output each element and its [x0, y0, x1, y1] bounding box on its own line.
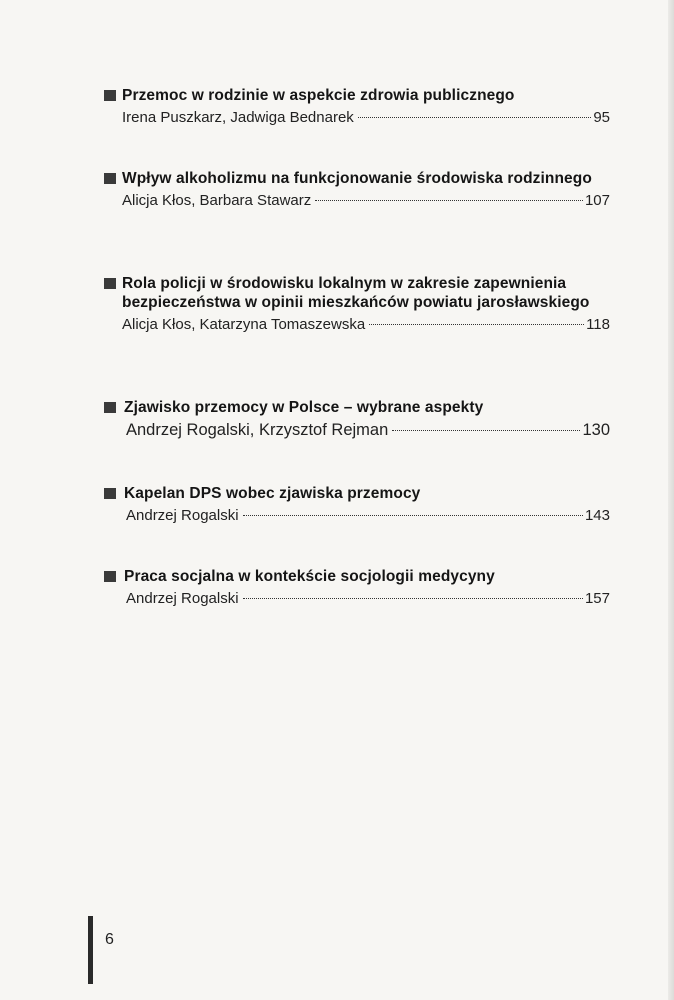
toc-entry-page: 95: [593, 109, 610, 126]
toc-entry: [104, 274, 610, 335]
toc-entry-page: 107: [584, 192, 610, 209]
toc-entry-authors: Alicja Kłos, Katarzyna Tomaszewska: [122, 316, 366, 333]
toc-entry: [104, 169, 610, 211]
dot-leader: [358, 117, 592, 118]
toc-entry-page: 157: [584, 590, 610, 607]
toc-entry-title: [104, 567, 610, 586]
toc-entry-authors: Andrzej Rogalski: [126, 507, 239, 524]
dot-leader: [243, 515, 583, 516]
toc-entry-meta: [104, 589, 610, 609]
toc-entry: [104, 484, 610, 526]
dot-leader: [243, 598, 583, 599]
square-bullet-icon: [104, 278, 116, 289]
square-bullet-icon: [104, 402, 116, 413]
toc-entry-meta: [104, 108, 610, 128]
toc-entry: [104, 398, 610, 440]
toc-entry-page: 130: [582, 421, 610, 439]
square-bullet-icon: [104, 571, 116, 582]
toc-entry-title: [104, 398, 610, 417]
toc-entry-title: [104, 169, 610, 188]
toc-entry-title-text: Przemoc w rodzinie w aspekcie zdrowia publicznego: [122, 87, 515, 104]
toc-entry-title: [104, 484, 610, 503]
dot-leader: [392, 430, 580, 431]
toc-entry: [104, 567, 610, 609]
toc-entry-title: [104, 274, 610, 312]
square-bullet-icon: [104, 90, 116, 101]
toc-entry-authors: Alicja Kłos, Barbara Stawarz: [122, 192, 312, 209]
toc-entry-meta: [104, 420, 610, 440]
toc-entry-authors: Andrzej Rogalski: [126, 590, 239, 607]
toc-entry-meta: [104, 315, 610, 335]
toc-entry-title-text: Kapelan DPS wobec zjawiska przemocy: [124, 485, 421, 502]
footer-bar: [88, 916, 93, 984]
toc-entry-title: [104, 86, 610, 105]
toc-entry-page: 118: [586, 316, 610, 333]
dot-leader: [315, 200, 583, 201]
page-edge: [668, 0, 674, 1000]
square-bullet-icon: [104, 488, 116, 499]
toc-entry-meta: [104, 191, 610, 211]
toc-entry-authors: Irena Puszkarz, Jadwiga Bednarek: [122, 109, 354, 126]
toc-entry-page: 143: [584, 507, 610, 524]
dot-leader: [369, 324, 584, 325]
toc-entry-title-text: Wpływ alkoholizmu na funkcjonowanie środowiska rodzinnego: [122, 170, 592, 187]
toc-entry-title-text: Rola policji w środowisku lokalnym w zakresie zapewnienia bezpieczeństwa w opinii mieszkańców powiatu jarosławskiego: [122, 275, 590, 311]
toc-entry-authors: Andrzej Rogalski, Krzysztof Rejman: [126, 421, 389, 439]
toc-entry: [104, 86, 610, 128]
square-bullet-icon: [104, 173, 116, 184]
toc-entry-title-text: Zjawisko przemocy w Polsce – wybrane aspekty: [124, 399, 484, 416]
toc-entry-title-text: Praca socjalna w kontekście socjologii medycyny: [124, 568, 495, 585]
toc-entry-meta: [104, 506, 610, 526]
page-number: 6: [105, 931, 114, 948]
